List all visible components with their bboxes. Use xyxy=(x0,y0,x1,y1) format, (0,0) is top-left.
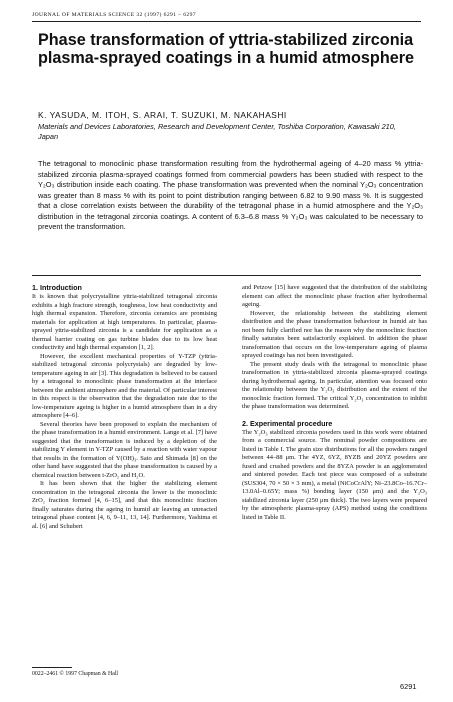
affiliation: Materials and Devices Laboratories, Research and Development Center, Toshiba Corporation, Kawasaki 210, Japan xyxy=(38,122,396,141)
paragraph: The Y₂O₃ stabilized zirconia powders used in this work were obtained from a commercial source. The nominal powder compositions are listed in Table I. The grain size distributions for all the powders ranged between 44–88 μm. The 4YZ, 6YZ, 8YZB and 20YZ powders are fused and crushed powders and the 8YZA powder is an agglomerated and sintered powder. Each test piece was composed of a substrate (SUS304, 70 × 50 × 3 mm), a metal (NiCoCrAlY; Ni–23.8Co–16.7Cr–13.0Al–0.65Y; mass %) bonding layer (150 μm) and the Y₂O₃ stabilized zirconia layer (250 μm thick). The two layers were prepared by the atmospheric plasma-spray (APS) method using the conditions listed in Table II. xyxy=(242,428,427,521)
left-column xyxy=(32,283,217,531)
page-number: 6291 xyxy=(400,682,417,691)
section-heading-introduction: 1. Introduction xyxy=(32,283,82,292)
copyright-line: 0022–2461 © 1997 Chapman & Hall xyxy=(32,671,119,677)
paragraph: Several theories have been proposed to explain the mechanism of the phase transformation in a humid environment. Lange et al. [7] have suggested that the transformation is induced by a depletion of the stabilizing Y element in Y-TZP caused by a reaction with water vapour that results in the formation of Y(OH)₃. Sato and Shimada [8] on the other hand have suggested that the phase transformation is caused by a chemical reaction between t-ZrO₂ and H₂O. xyxy=(32,420,217,479)
paragraph: However, the excellent mechanical properties of Y-TZP (yttria-stabilized tetragonal zirconia polycrystals) are degraded by low-temperature ageing in air [3]. This degradation is believed to be caused by a tetragonal to monoclinic phase transformation at the interface between the ambient atmosphere and the material. Of particular interest in this respect is the observation that the degradation rate due to the low-temperature ageing is higher in a humid atmosphere than in a dry atmosphere [4–6]. xyxy=(32,352,217,419)
section-heading-experimental: 2. Experimental procedure xyxy=(242,418,333,428)
article-title: Phase transformation of yttria-stabilized zirconia plasma-sprayed coatings in a humid atmosphere xyxy=(38,31,415,67)
right-column xyxy=(242,284,427,522)
paragraph: The present study deals with the tetragonal to monoclinic phase transformation in yttria-stabilized zirconia plasma-sprayed coatings during hydrothermal ageing. In particular, attention was focused onto the relationship between the Y₂O₃ distribution and the extent of the monoclinic fraction formed. The critical Y₂O₃ concentration to inhibit the phase transformation was determined. xyxy=(242,360,427,410)
author-list: K. YASUDA, M. ITOH, S. ARAI, T. SUZUKI, M. NAKAHASHI xyxy=(38,110,287,120)
paragraph: and Petzow [15] have suggested that the distribution of the stabilizing element can affect the monoclinic phase fraction after hydrothermal ageing. xyxy=(242,284,427,308)
footer-rule xyxy=(32,667,72,668)
abstract-rule xyxy=(32,275,421,276)
abstract: The tetragonal to monoclinic phase transformation resulting from the hydrothermal ageing of 4–20 mass % yttria-stabilized zirconia plasma-sprayed coatings formed from commercial powders has been studied with respect to the Y₂O₃ distribution inside each coating. The phase transformation was prevented when the nominal Y₂O₃ concentration was greater than 8 mass % with its point to point distribution ranging between 6.82 to 9.90 mass %. It is suggested that a close correlation exists between the durability of the tetragonal phase in a humid atmosphere and the Y₂O₃ distribution in the tetragonal zirconia coatings. A content of 6.3–6.8 mass % Y₂O₃ was calculated to be necessary to prevent the transformation. xyxy=(38,159,423,232)
paragraph: It has been shown that the higher the stabilizing element concentration in the tetragonal zirconia the lower is the monoclinic ZrO₂ fraction formed [4, 6–15], and that this monoclinic fraction finally saturates during the ageing in humid air leaving an unreacted tetragonal phase content [4, 6, 9–11, 13, 14]. Furthermore, Yashima et al. [6] and Schubert xyxy=(32,480,217,530)
paragraph: However, the relationship between the stabilizing element distribution and the phase transformation behaviour in humid air has not been fully clarified nor has the reason why the monoclinic fraction finally saturates been satisfactorily explained. In addition the phase transformation that occurs on the low-temperature ageing of plasma sprayed coatings has not been investigated. xyxy=(242,309,427,359)
running-head: JOURNAL OF MATERIALS SCIENCE 32 (1997) 6291 – 6297 xyxy=(32,12,196,18)
paragraph: It is known that polycrystalline yttria-stabilized tetragonal zirconia exhibits a high fracture strength, toughness, low heat conductivity and high thermal expansion. Therefore, zirconia ceramics are promising materials for application at high temperatures. In particular, plasma-sprayed yttria-stabilized zirconia is a candidate for application as a thermal barrier coating on gas turbine blades due to its low heat conductivity and high thermal expansion [1, 2]. xyxy=(32,293,217,351)
header-rule xyxy=(32,21,421,22)
